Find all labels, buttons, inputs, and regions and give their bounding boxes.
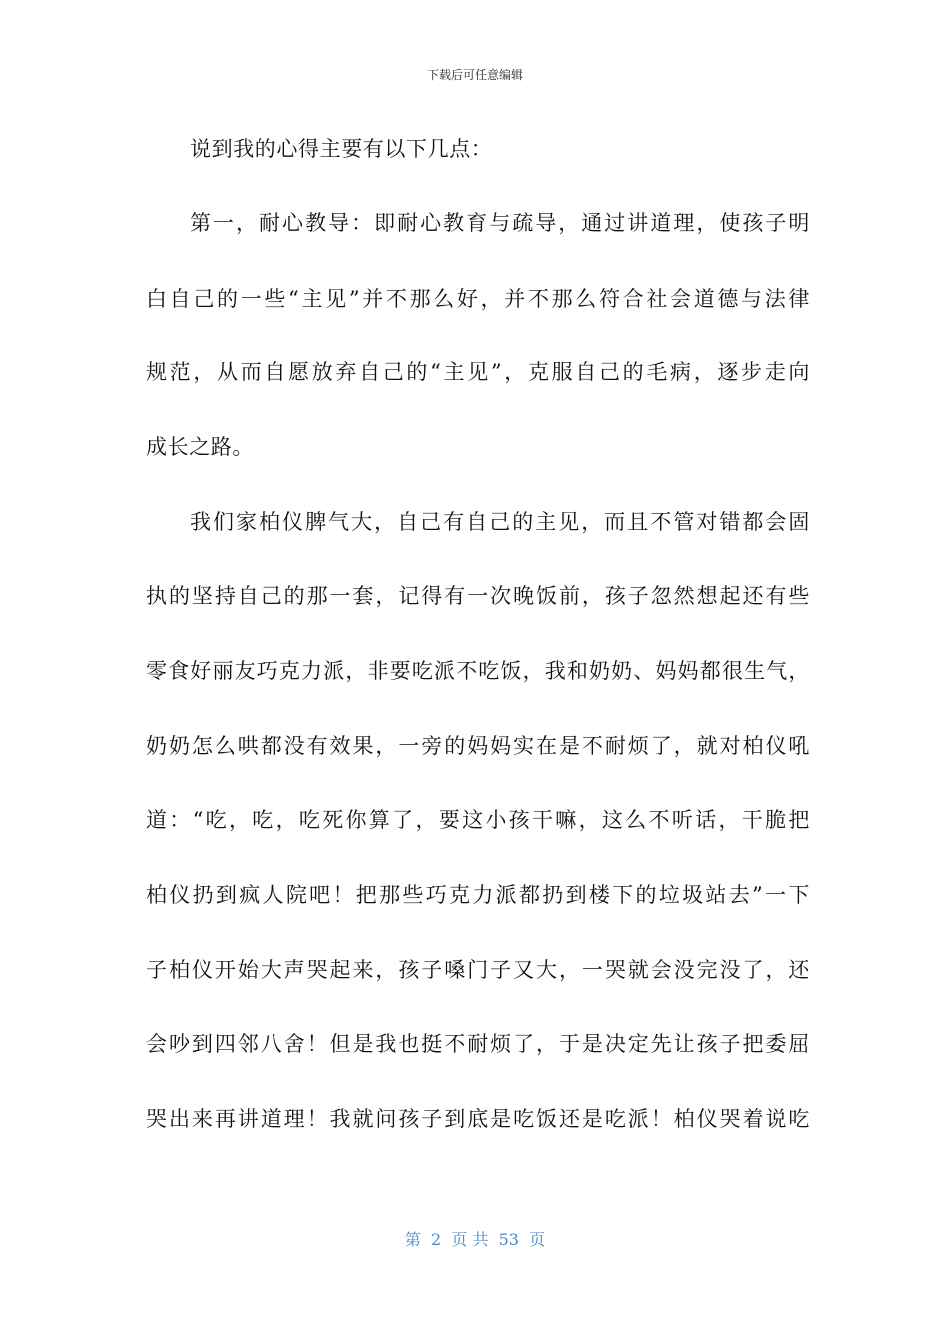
paragraph-line: 柏仪扔到疯人院吧！把那些巧克力派都扔到楼下的垃圾站去”一下 bbox=[146, 883, 810, 907]
paragraph-line: 零食好丽友巧克力派，非要吃派不吃饭，我和奶奶、妈妈都很生气， bbox=[146, 659, 810, 683]
paragraph-line: 子柏仪开始大声哭起来，孩子嗓门子又大，一哭就会没完没了，还 bbox=[146, 958, 810, 982]
paragraph-line: 规范，从而自愿放弃自己的“主见”，克服自己的毛病，逐步走向 bbox=[146, 360, 810, 384]
paragraph-line: 第一，耐心教导：即耐心教育与疏导，通过讲道理，使孩子明 bbox=[190, 211, 810, 235]
paragraph-line: 会吵到四邻八舍！但是我也挺不耐烦了，于是决定先让孩子把委屈 bbox=[146, 1032, 810, 1056]
paragraph-line: 我们家柏仪脾气大，自己有自己的主见，而且不管对错都会固 bbox=[190, 510, 810, 534]
paragraph-line: 哭出来再讲道理！我就问孩子到底是吃饭还是吃派！柏仪哭着说吃 bbox=[146, 1107, 810, 1131]
paragraph-line: 道：“吃，吃，吃死你算了，要这小孩干嘛，这么不听话，干脆把 bbox=[146, 808, 810, 832]
page-header-note: 下载后可任意编辑 bbox=[426, 68, 523, 82]
paragraph-line: 执的坚持自己的那一套，记得有一次晚饭前，孩子忽然想起还有些 bbox=[146, 584, 810, 608]
paragraph-line: 成长之路。 bbox=[146, 435, 254, 459]
page-number-footer: 第 2 页 共 53 页 bbox=[404, 1230, 546, 1249]
paragraph-line: 说到我的心得主要有以下几点： bbox=[190, 137, 493, 161]
paragraph-line: 奶奶怎么哄都没有效果，一旁的妈妈实在是不耐烦了，就对柏仪吼 bbox=[146, 734, 810, 758]
paragraph-line: 白自己的一些“主见”并不那么好，并不那么符合社会道德与法律 bbox=[146, 287, 810, 311]
